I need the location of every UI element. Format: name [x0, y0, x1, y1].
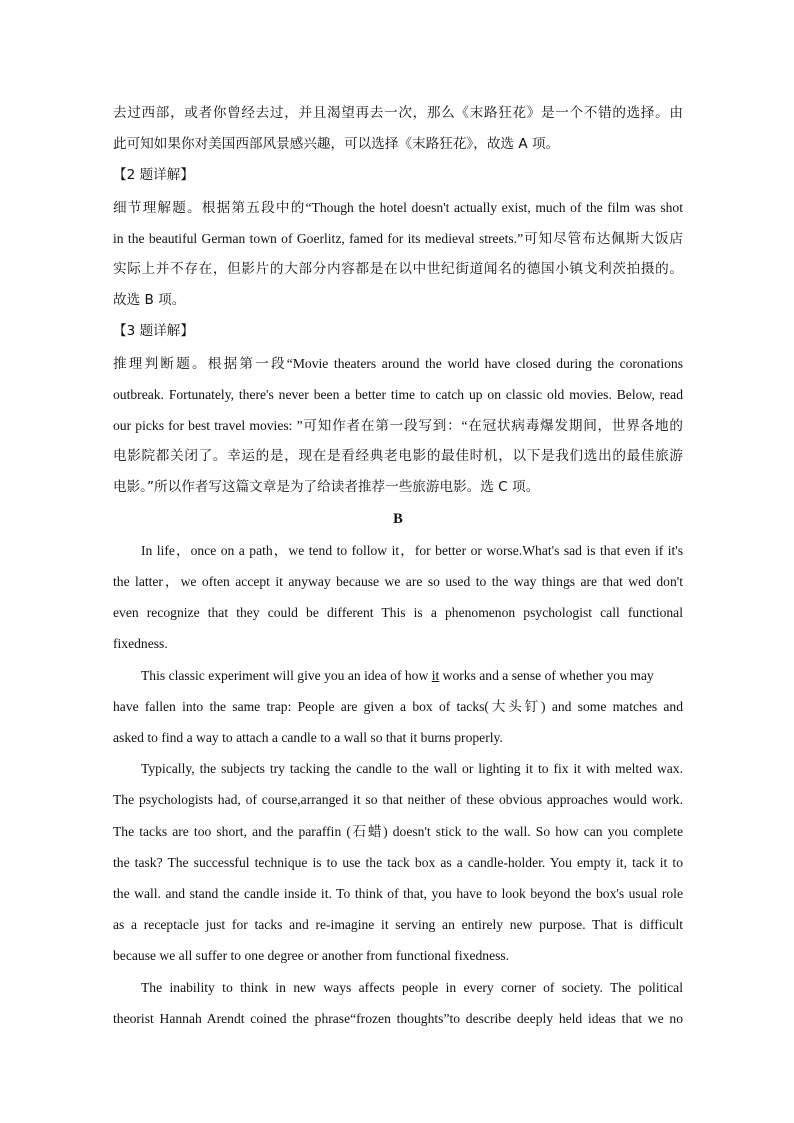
- text-line: the latter，we often accept it anyway because we are so used to the way things are that wed don't: [113, 574, 683, 590]
- document-page: [113, 98, 683, 1034]
- passage-b-paragraph-4: [113, 972, 683, 1034]
- text-line: 电影。”所以作者写这篇文章是为了给读者推荐一些旅游电影。选 C 项。: [113, 479, 540, 496]
- section-label: B: [393, 510, 403, 527]
- text-line: as a receptacle just for tacks and re-imagine it serving an entirely new purpose. That is difficult: [113, 917, 683, 933]
- text-line: asked to find a way to attach a candle to a wall so that it burns properly.: [113, 730, 503, 746]
- text-line: because we all suffer to one degree or another from functional fixedness.: [113, 948, 510, 964]
- text-line: 实际上并不存在，但影片的大部分内容都是在以中世纪街道闻名的德国小镇戈利茨拍摄的。: [113, 261, 683, 278]
- text-line: [113, 660, 683, 691]
- text-line: 电影院都关闭了。幸运的是，现在是看经典老电影的最佳时机，以下是我们选出的最佳旅游: [113, 448, 683, 465]
- text-line: 去过西部，或者你曾经去过，并且渴望再去一次，那么《末路狂花》是一个不错的选择。由: [113, 105, 683, 121]
- text-line: even recognize that they could be different This is a phenomenon psychologist call functional: [113, 605, 683, 621]
- q1-explanation-tail: [113, 98, 683, 160]
- text-line: 故选 B 项。: [113, 292, 186, 309]
- text-line: outbreak. Fortunately, there's never been a better time to catch up on classic old movies. Below, read: [113, 386, 683, 402]
- text-line: In life，once on a path，we tend to follow it，for better or worse.What's sad is that even if it's: [141, 542, 683, 558]
- text-line: have fallen into the same trap: People are given a box of tacks(大头钉) and some matches and: [113, 698, 683, 714]
- text-line: 细节理解题。根据第五段中的“Though the hotel doesn't actually exist, much of the film was shot: [113, 199, 683, 215]
- text-line: Typically, the subjects try tacking the candle to the wall or lighting it to fix it with melted wax.: [141, 761, 683, 777]
- q3-explanation: [113, 348, 683, 504]
- text-line: 此可知如果你对美国西部风景感兴趣，可以选择《末路狂花》，故选 A 项。: [113, 136, 560, 153]
- q2-heading: 【2 题详解】: [113, 167, 194, 184]
- text-line: The tacks are too short, and the paraffin (石蜡) doesn't stick to the wall. So how can you complete: [113, 823, 683, 839]
- text-span: works and a sense of whether you may: [439, 667, 654, 683]
- text-line: the wall. and stand the candle inside it. To think of that, you have to look beyond the box's usual role: [113, 886, 683, 902]
- text-line: theorist Hannah Arendt coined the phrase“frozen thoughts”to describe deeply held ideas that we no: [113, 1010, 683, 1026]
- text-line: the task? The successful technique is to use the tack box as a candle-holder. You empty it, tack it to: [113, 854, 683, 870]
- text-line: in the beautiful German town of Goerlitz, famed for its medieval streets.”可知尽管布达佩斯大饭店: [113, 230, 683, 246]
- q2-explanation: [113, 192, 683, 317]
- underlined-word: it: [431, 667, 440, 683]
- q3-heading: 【3 题详解】: [113, 323, 194, 340]
- passage-b-paragraph-2: [113, 660, 683, 754]
- text-line: The inability to think in new ways affects people in every corner of society. The political: [141, 979, 683, 995]
- text-line: our picks for best travel movies: ”可知作者在第一段写到：“在冠状病毒爆发期间，世界各地的: [113, 418, 683, 434]
- passage-b-paragraph-1: [113, 535, 683, 660]
- text-line: The psychologists had, of course,arranged it so that neither of these obvious approaches would work.: [113, 792, 683, 808]
- text-span: This classic experiment will give you an idea of how: [141, 667, 432, 683]
- text-line: 推理判断题。根据第一段“Movie theaters around the world have closed during the coronations: [113, 355, 683, 371]
- passage-b-paragraph-3: [113, 753, 683, 971]
- text-line: fixedness.: [113, 636, 168, 652]
